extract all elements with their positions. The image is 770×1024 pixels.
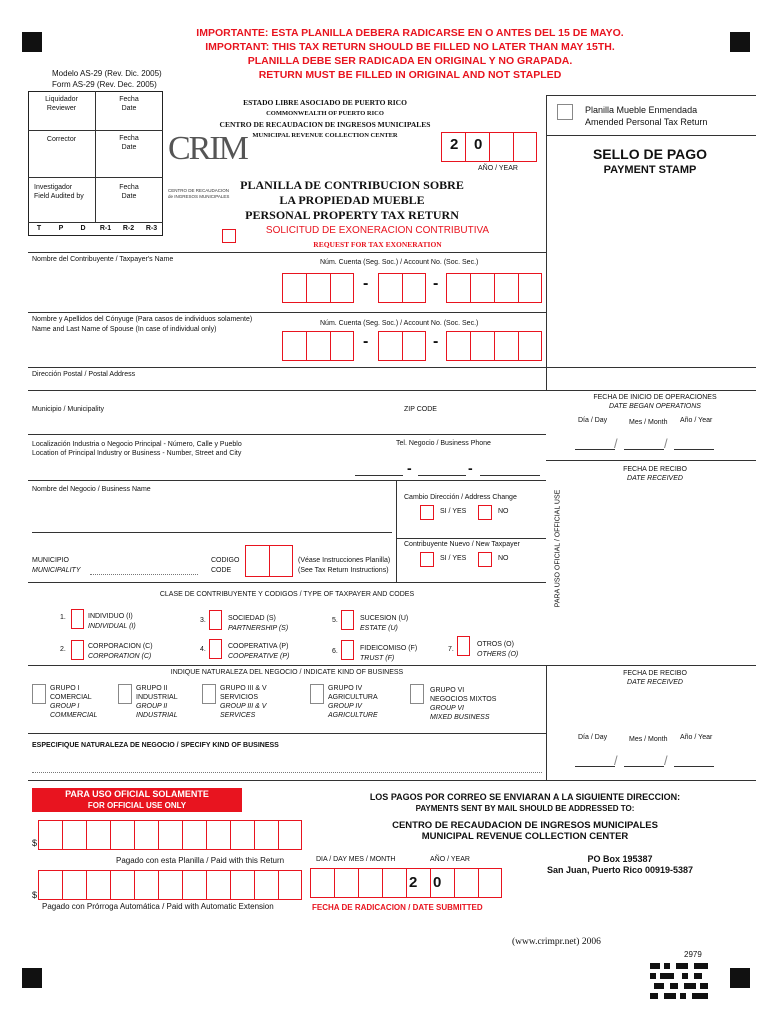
class-number: 4.	[200, 646, 206, 653]
group-2-en1: GROUP II	[136, 703, 168, 710]
class-corporation-es: CORPORACION (C)	[88, 643, 153, 650]
dash: -	[363, 275, 369, 292]
fecha-label: Fecha	[119, 96, 139, 103]
title-en: PERSONAL PROPERTY TAX RETURN	[245, 208, 459, 222]
group-3-es2: SERVICIOS	[220, 694, 258, 701]
group-2-es2: INDUSTRIAL	[136, 694, 178, 701]
class-estate-es: SUCESION (U)	[360, 615, 409, 622]
spouse-ssn-1[interactable]	[282, 331, 354, 361]
corner-marker	[22, 32, 42, 52]
yes-label: SI / YES	[440, 508, 467, 515]
original-notice-es: PLANILLA DEBE SER RADICADA EN ORIGINAL Y NO GRAPADA.	[247, 55, 573, 67]
specify-kind-label: ESPECIFIQUE NATURALEZA DE NEGOCIO / SPECIFY KIND OF BUSINESS	[32, 742, 279, 749]
class-estate-en: ESTATE (U)	[360, 625, 398, 632]
spouse-name-en: Name and Last Name of Spouse (In case of individual only)	[32, 326, 217, 333]
group-4-es1: GRUPO IV	[328, 685, 363, 692]
class-corporation-checkbox[interactable]	[71, 640, 84, 660]
group-6-checkbox[interactable]	[410, 684, 424, 704]
group-4-en1: GROUP IV	[328, 703, 362, 710]
codigo-label: CODIGO	[211, 557, 240, 564]
group-3-en2: SERVICES	[220, 712, 256, 719]
official-en: FOR OFFICIAL USE ONLY	[87, 801, 187, 810]
fecha-label: Fecha	[119, 135, 139, 142]
group-6-es2: NEGOCIOS MIXTOS	[430, 696, 497, 703]
date-submitted-year-label: AÑO / YEAR	[430, 856, 470, 863]
group-2-checkbox[interactable]	[118, 684, 132, 704]
group-6-es1: GRUPO VI	[430, 687, 465, 694]
code-p: P	[58, 225, 64, 232]
submitted-year-digit-0: 0	[433, 874, 442, 891]
centro-recaudacion: CENTRO DE RECAUDACION DE INGRESOS MUNICIPALES	[219, 120, 431, 129]
form-model-en: Form AS-29 (Rev. Dec. 2005)	[52, 80, 157, 89]
estado-libre: ESTADO LIBRE ASOCIADO DE PUERTO RICO	[243, 98, 407, 107]
date-began-es: FECHA DE INICIO DE OPERACIONES	[593, 394, 717, 401]
date-submitted-day-month-label: DIA / DAY MES / MONTH	[316, 856, 396, 863]
class-number: 5.	[332, 617, 338, 624]
code-label: CODE	[211, 567, 232, 574]
new-taxpayer-label: Contribuyente Nuevo / New Taxpayer	[404, 541, 520, 548]
spouse-account-label: Núm. Cuenta (Seg. Soc.) / Account No. (Soc. Sec.)	[320, 320, 479, 327]
class-trust-en: TRUST (F)	[360, 655, 395, 662]
amended-en: Amended Personal Tax Return	[585, 117, 708, 127]
taxpayer-name-label: Nombre del Contribuyente / Taxpayer's Name	[32, 256, 174, 263]
amount-paid-extension-boxes[interactable]	[38, 870, 302, 900]
taxpayer-account-label: Núm. Cuenta (Seg. Soc.) / Account No. (Soc. Sec.)	[320, 259, 479, 266]
year-label-ops: Año / Year	[680, 417, 713, 424]
kind-of-business-title: INDIQUE NATURALEZA DEL NEGOCIO / INDICATE KIND OF BUSINESS	[170, 669, 404, 676]
year-digit-0: 0	[474, 136, 483, 153]
group-4-checkbox[interactable]	[310, 684, 324, 704]
taxpayer-ssn-1[interactable]	[282, 273, 354, 303]
spouse-ssn-3[interactable]	[446, 331, 542, 361]
reviewer-label: Reviewer	[46, 105, 77, 112]
fecha-label: Fecha	[119, 184, 139, 191]
dollar-sign: $	[32, 890, 38, 900]
no-label: NO	[498, 508, 509, 515]
no-label: NO	[498, 555, 509, 562]
date-submitted-label: FECHA DE RADICACION / DATE SUBMITTED	[312, 903, 483, 912]
class-others-es: OTROS (O)	[477, 641, 514, 648]
mail-notice-es: LOS PAGOS POR CORREO SE ENVIARAN A LA SIGUIENTE DIRECCION:	[369, 792, 681, 802]
dash: -	[433, 333, 439, 350]
barcode	[650, 963, 708, 999]
municipality-label-2: MUNICIPALITY	[32, 567, 81, 574]
title-es-2: LA PROPIEDAD MUEBLE	[279, 193, 425, 207]
class-partnership-checkbox[interactable]	[209, 610, 222, 630]
spouse-ssn-2[interactable]	[378, 331, 426, 361]
form-model-es: Modelo AS-29 (Rev. Dic. 2005)	[52, 69, 162, 78]
group-3-es1: GRUPO III & V	[220, 685, 267, 692]
paid-with-return-label: Pagado con esta Planilla / Paid with this Return	[116, 856, 285, 865]
official-use-banner	[32, 788, 242, 812]
exoneration-title-es: SOLICITUD DE EXONERACION CONTRIBUTIVA	[265, 225, 490, 236]
year-digit-2: 2	[450, 136, 459, 153]
new-taxpayer-no[interactable]	[478, 552, 492, 567]
group-4-en2: AGRICULTURE	[328, 712, 378, 719]
business-name-label: Nombre del Negocio / Business Name	[32, 486, 151, 493]
class-cooperative-checkbox[interactable]	[209, 639, 222, 659]
group-3-en1: GROUP III & V	[220, 703, 267, 710]
paid-extension-label: Pagado con Prórroga Automática / Paid with Automatic Extension	[42, 902, 274, 911]
class-number: 6.	[332, 648, 338, 655]
mail-notice-en: PAYMENTS SENT BY MAIL SHOULD BE ADDRESSED TO:	[415, 804, 635, 813]
municipio-label: MUNICIPIO	[32, 557, 69, 564]
date-received-2: DATE RECEIVED	[627, 679, 683, 686]
title-es-1: PLANILLA DE CONTRIBUCION SOBRE	[240, 178, 464, 192]
date-label: Date	[121, 105, 137, 112]
important-notice-es: IMPORTANTE: ESTA PLANILLA DEBERA RADICARSE EN O ANTES DEL 15 DE MAYO.	[196, 27, 624, 39]
dash: -	[407, 460, 412, 476]
official-use-side-label: PARA USO OFICIAL / OFFICIAL USE	[554, 489, 562, 608]
taxpayer-class-title: CLASE DE CONTRIBUYENTE Y CODIGOS / TYPE OF TAXPAYER AND CODES	[159, 591, 415, 598]
class-number: 1.	[60, 614, 66, 621]
location-en: Location of Principal Industry or Business - Number, Street and City	[32, 450, 242, 457]
taxpayer-ssn-3[interactable]	[446, 273, 542, 303]
year-label-2: Año / Year	[680, 734, 713, 741]
submitted-year-digit-2: 2	[409, 874, 418, 891]
group-1-en2: COMMERCIAL	[50, 712, 98, 719]
dash: -	[433, 275, 439, 292]
class-cooperative-es: COOPERATIVA (P)	[228, 643, 289, 650]
date-received-1: DATE RECEIVED	[627, 475, 683, 482]
date-submitted-boxes[interactable]	[310, 868, 502, 898]
group-1-checkbox[interactable]	[32, 684, 46, 704]
website-footer: (www.crimpr.net) 2006	[512, 937, 601, 947]
group-2-es1: GRUPO II	[136, 685, 168, 692]
po-box: PO Box 195387	[587, 854, 653, 864]
mrcc: MUNICIPAL REVENUE COLLECTION CENTER	[252, 132, 398, 139]
class-corporation-en: CORPORATION (C)	[88, 653, 152, 660]
corner-marker	[730, 32, 750, 52]
class-individual-es: INDIVIDUO (I)	[88, 613, 133, 620]
corrector-label: Corrector	[46, 136, 77, 143]
original-notice-en: RETURN MUST BE FILLED IN ORIGINAL AND NOT STAPLED	[258, 69, 562, 81]
code-r1: R-1	[99, 225, 112, 232]
commonwealth: COMMONWEALTH OF PUERTO RICO	[266, 110, 384, 117]
class-number: 3.	[200, 617, 206, 624]
group-1-en1: GROUP I	[50, 703, 80, 710]
see-instructions-es: (Véase Instrucciones Planilla)	[298, 557, 391, 564]
exoneration-title-en: REQUEST FOR TAX EXONERATION	[313, 240, 442, 249]
investigador-label: Investigador	[34, 184, 73, 191]
yes-label: SI / YES	[440, 555, 467, 562]
class-number: 2.	[60, 646, 66, 653]
code-d: D	[80, 225, 86, 232]
corner-marker	[730, 968, 750, 988]
year-label: AÑO / YEAR	[478, 165, 518, 172]
amended-es: Planilla Mueble Enmendada	[585, 105, 698, 115]
group-4-es2: AGRICULTURA	[328, 694, 378, 701]
date-began-en: DATE BEGAN OPERATIONS	[609, 403, 701, 410]
dollar-sign: $	[32, 838, 38, 848]
mail-city: San Juan, Puerto Rico 00919-5387	[546, 865, 694, 875]
code-r2: R-2	[122, 225, 135, 232]
class-individual-checkbox[interactable]	[71, 609, 84, 629]
new-taxpayer-yes[interactable]	[420, 552, 434, 567]
liquidador-label: Liquidador	[45, 96, 78, 103]
fecha-recibo-2: FECHA DE RECIBO	[623, 670, 687, 677]
code-t: T	[36, 225, 42, 232]
group-6-en2: MIXED BUSINESS	[430, 714, 490, 721]
mail-org-1: CENTRO DE RECAUDACION DE INGRESOS MUNICIPALES	[392, 820, 658, 831]
exoneration-checkbox[interactable]	[222, 229, 236, 243]
address-change-no[interactable]	[478, 505, 492, 520]
date-label: Date	[121, 193, 137, 200]
address-change-yes[interactable]	[420, 505, 434, 520]
field-audited-label: Field Audited by	[34, 193, 84, 200]
dash: -	[468, 460, 473, 476]
month-label-2: Mes / Month	[629, 736, 668, 743]
spouse-name-es: Nombre y Apellidos del Cónyuge (Para casos de individuos solamente)	[32, 316, 253, 323]
class-estate-checkbox[interactable]	[341, 610, 354, 630]
month-label: Mes / Month	[629, 419, 668, 426]
group-3-checkbox[interactable]	[202, 684, 216, 704]
municipal-code-boxes[interactable]	[245, 545, 293, 577]
class-individual-en: INDIVIDUAL (I)	[88, 623, 136, 630]
municipality-label: Municipio / Municipality	[32, 406, 104, 413]
location-es: Localización Industria o Negocio Principal - Número, Calle y Pueblo	[32, 441, 242, 448]
class-partnership-en: PARTNERSHIP (S)	[228, 625, 289, 632]
code-r3: R-3	[145, 225, 158, 232]
stamp-es: SELLO DE PAGO	[592, 146, 708, 162]
taxpayer-ssn-2[interactable]	[378, 273, 426, 303]
amount-paid-return-boxes[interactable]	[38, 820, 302, 850]
mail-org-2: MUNICIPAL REVENUE COLLECTION CENTER	[421, 831, 629, 842]
postal-address-label: Dirección Postal / Postal Address	[32, 371, 136, 378]
class-others-checkbox[interactable]	[457, 636, 470, 656]
class-number: 7.	[448, 646, 454, 653]
date-label: Date	[121, 144, 137, 151]
group-2-en2: INDUSTRIAL	[136, 712, 178, 719]
dash: -	[363, 333, 369, 350]
zip-label: ZIP CODE	[404, 406, 437, 413]
fecha-recibo-1: FECHA DE RECIBO	[623, 466, 687, 473]
class-trust-es: FIDEICOMISO (F)	[360, 645, 418, 652]
day-label: Día / Day	[578, 417, 608, 424]
stamp-en: PAYMENT STAMP	[603, 164, 697, 176]
class-others-en: OTHERS (O)	[477, 651, 519, 658]
group-1-es1: GRUPO I	[50, 685, 80, 692]
address-change-label: Cambio Dirección / Address Change	[404, 494, 517, 501]
class-cooperative-en: COOPERATIVE (P)	[228, 653, 290, 660]
crim-logo: CRIM CENTRO DE RECAUDACION de INGRESOS MUNICIPALES	[168, 130, 247, 199]
group-6-en1: GROUP VI	[430, 705, 464, 712]
form-code: 2979	[684, 950, 702, 959]
class-trust-checkbox[interactable]	[341, 640, 354, 660]
group-1-es2: COMERCIAL	[50, 694, 92, 701]
corner-marker	[22, 968, 42, 988]
amended-checkbox[interactable]	[557, 104, 573, 120]
important-notice-en: IMPORTANT: THIS TAX RETURN SHOULD BE FILLED NO LATER THAN MAY 15TH.	[205, 41, 615, 53]
business-phone-label: Tel. Negocio / Business Phone	[396, 440, 491, 447]
day-label-2: Día / Day	[578, 734, 608, 741]
official-es: PARA USO OFICIAL SOLAMENTE	[65, 789, 209, 799]
class-partnership-es: SOCIEDAD (S)	[228, 615, 276, 622]
see-instructions-en: (See Tax Return Instructions)	[298, 567, 389, 574]
